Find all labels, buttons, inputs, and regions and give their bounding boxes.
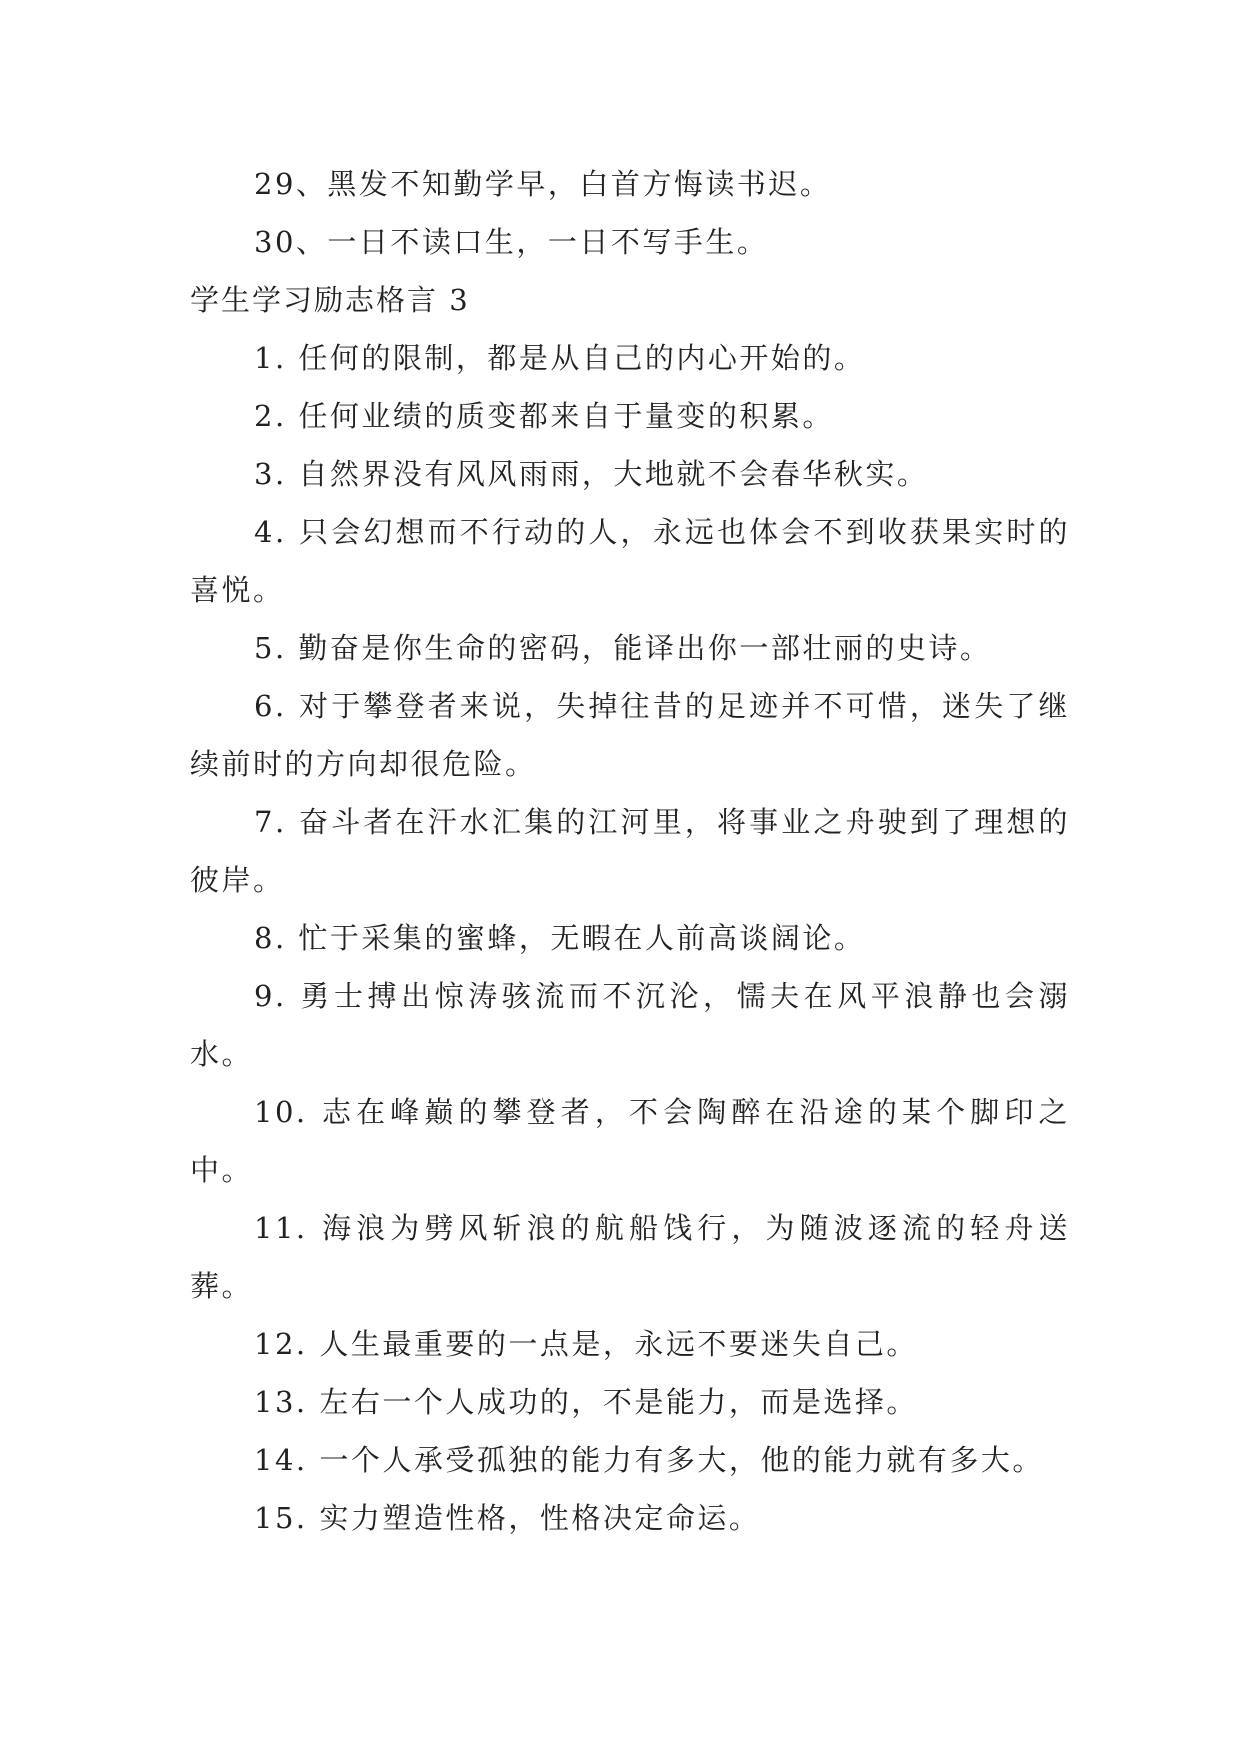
- document-body: [190, 155, 1070, 1547]
- quote-item-11: 11. 海浪为劈风斩浪的航船饯行，为随波逐流的轻舟送葬。: [190, 1211, 1070, 1303]
- quote-item-10: 10. 志在峰巅的攀登者，不会陶醉在沿途的某个脚印之中。: [190, 1095, 1070, 1187]
- quote-30: 30、一日不读口生，一日不写手生。: [254, 225, 769, 259]
- quote-item-8: 8. 忙于采集的蜜蜂，无暇在人前高谈阔论。: [254, 921, 866, 955]
- quote-item-3: 3. 自然界没有风风雨雨，大地就不会春华秋实。: [254, 457, 929, 491]
- quote-item-1: 1. 任何的限制，都是从自己的内心开始的。: [254, 341, 866, 375]
- quote-item-14: 14. 一个人承受孤独的能力有多大，他的能力就有多大。: [254, 1443, 1044, 1477]
- section-heading: 学生学习励志格言 3: [190, 283, 470, 317]
- quote-item-6: 6. 对于攀登者来说，失掉往昔的足迹并不可惜，迷失了继续前时的方向却很危险。: [190, 689, 1070, 781]
- quote-item-13: 13. 左右一个人成功的，不是能力，而是选择。: [254, 1385, 918, 1419]
- quote-item-15: 15. 实力塑造性格，性格决定命运。: [254, 1501, 761, 1535]
- quote-29: 29、黑发不知勤学早，白首方悔读书迟。: [254, 167, 832, 201]
- quote-item-12: 12. 人生最重要的一点是，永远不要迷失自己。: [254, 1327, 918, 1361]
- quote-item-2: 2. 任何业绩的质变都来自于量变的积累。: [254, 399, 834, 433]
- quote-item-7: 7. 奋斗者在汗水汇集的江河里，将事业之舟驶到了理想的彼岸。: [190, 805, 1070, 897]
- quote-item-4: 4. 只会幻想而不行动的人，永远也体会不到收获果实时的喜悦。: [190, 515, 1070, 607]
- quote-item-5: 5. 勤奋是你生命的密码，能译出你一部壮丽的史诗。: [254, 631, 992, 665]
- quote-item-9: 9. 勇士搏出惊涛骇流而不沉沦，懦夫在风平浪静也会溺水。: [190, 979, 1070, 1071]
